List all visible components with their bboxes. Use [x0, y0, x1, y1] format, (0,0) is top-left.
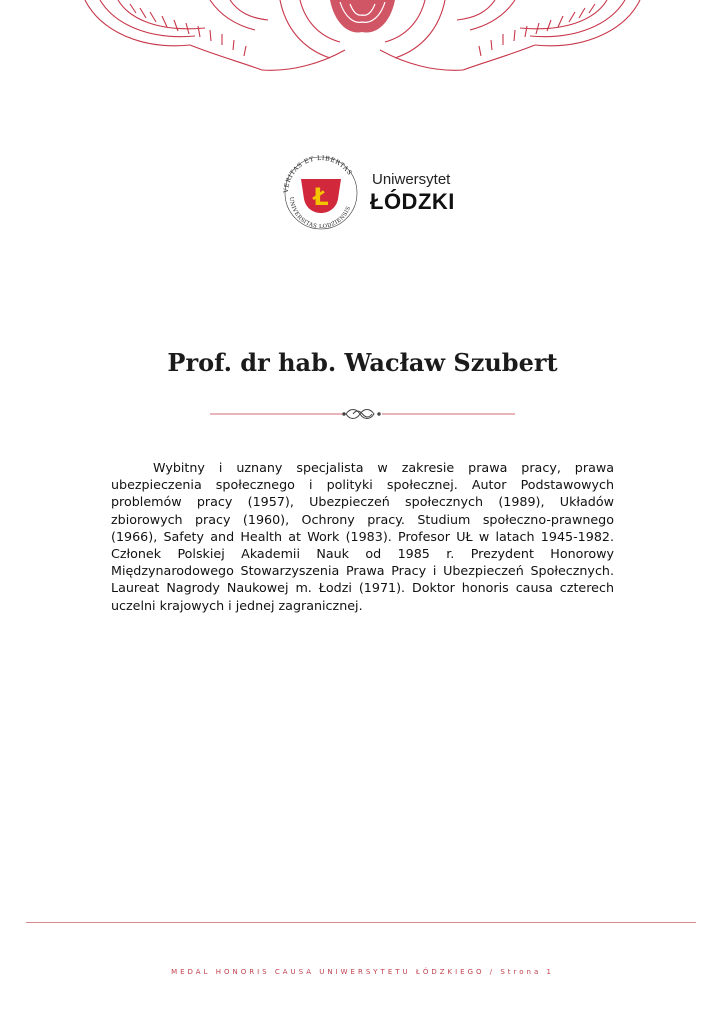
logo-name-line1: Uniwersytet: [372, 171, 451, 188]
seal-motto-top: VERITAS ET LIBERTAS: [282, 154, 354, 194]
page-footer: MEDAL HONORIS CAUSA UNIWERSYTETU ŁÓDZKIEGO / Strona 1: [171, 968, 554, 976]
page-title: Prof. dr hab. Wacław Szubert: [167, 348, 558, 377]
footer-rule: [26, 922, 696, 923]
biography-text: [111, 459, 614, 614]
seal-motto-bottom: UNIVERSITAS LODZIENSIS: [287, 196, 353, 231]
biography-paragraph: Wybitny i uznany specjalista w zakresie prawa pracy, prawa ubezpieczenia społecznego i polityki społecznej. Autor Podstawowych problemów pracy (1957), Ubezpieczeń społecznych (1989), Układów zbiorowych pracy (1960), Ochrony pracy. Studium społeczno-prawnego (1966), Safety and Health at Work (1983). Profesor UŁ w latach 1945-1982. Członek Polskiej Akademii Nauk od 1985 r. Prezydent Honorowy Międzynarodowego Stowarzyszenia Prawa Pracy i Ubezpieczeń Społecznych. Laureat Nagrody Naukowej m. Łodzi (1971). Doktor honoris causa czterech uczelni krajowych i jednej zagranicznej.: [111, 460, 614, 613]
decorative-top-ornament: [0, 0, 725, 80]
university-seal-icon: [276, 153, 366, 233]
university-logo: [276, 153, 466, 233]
ornamental-divider: [210, 405, 515, 423]
logo-name-line2: ŁÓDZKI: [370, 189, 455, 214]
seal-emblem-letter: Ł: [313, 183, 329, 211]
